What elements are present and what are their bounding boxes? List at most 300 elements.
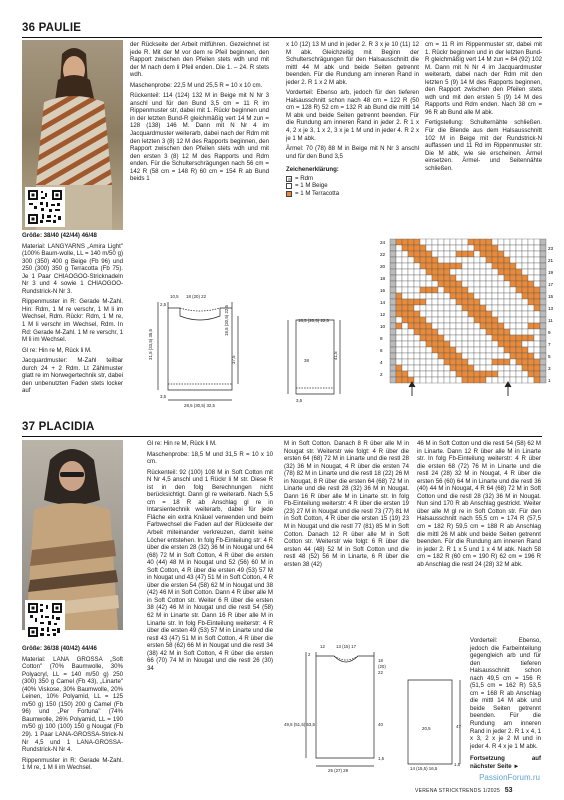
chart-cell — [510, 287, 516, 293]
chart-cell — [396, 347, 402, 353]
fortsetzung-link[interactable]: Fortsetzung auf nächster Seite ► — [470, 755, 541, 770]
chart-cell — [510, 341, 516, 347]
chart-cell — [408, 281, 414, 287]
chart-cell — [462, 365, 468, 371]
chart-cell — [462, 287, 468, 293]
chart-cell — [480, 335, 486, 341]
chart-cell — [450, 317, 456, 323]
page-number: 53 — [504, 787, 513, 794]
chart-cell — [486, 323, 492, 329]
chart-cell — [414, 287, 420, 293]
chart-cell — [450, 377, 456, 383]
chart-cell — [414, 281, 420, 287]
chart-cell — [462, 293, 468, 299]
chart-cell — [408, 257, 414, 263]
chart-cell — [462, 239, 468, 245]
chart-cell — [402, 299, 408, 305]
aermel-36: Ärmel: 70 (78) 88 M in Beige mit N Nr 3 anschl und für den Bund 3,5 — [286, 145, 419, 160]
chart-cell — [486, 293, 492, 299]
chart-cell — [420, 317, 426, 323]
chart-cell — [450, 305, 456, 311]
legend-beige — [286, 182, 419, 190]
schema-label: 1,5 — [378, 756, 385, 761]
chart-cell — [456, 245, 462, 251]
chart-cell — [408, 305, 414, 311]
chart-cell — [522, 269, 528, 275]
chart-cell — [468, 245, 474, 251]
chart-cell — [402, 335, 408, 341]
chart-cell — [486, 239, 492, 245]
chart-cell — [480, 347, 486, 353]
chart-cell — [462, 263, 468, 269]
chart-cell — [468, 293, 474, 299]
chart-cell — [426, 263, 432, 269]
chart-cell — [474, 377, 480, 383]
chart-cell — [462, 245, 468, 251]
chart-cell — [456, 299, 462, 305]
chart-cell — [396, 371, 402, 377]
chart-cell — [474, 239, 480, 245]
chart-cell — [528, 359, 534, 365]
section-title-37: 37 PLACIDIA — [22, 421, 95, 433]
chart-cell — [522, 245, 528, 251]
chart-cell — [396, 245, 402, 251]
material-36: Material: LANGYARNS „Amira Light" (100% Baum-wolle, LL = 140 m/50 g) 300 (350) 400 g Beige (Fb 96) und 250 (300) 350 g Terracotta (Fb 75). Je 1 Paar CHIAOGOO-Stricknadeln Nr 3 und 4 sowie 1 CHIAOGOO-Rundstrick-N Nr 3. — [22, 242, 123, 295]
chart-cell — [462, 371, 468, 377]
chart-cell — [450, 269, 456, 275]
chart-cell — [444, 251, 450, 257]
schema-label: 18 — [378, 658, 383, 663]
chart-cell — [504, 269, 510, 275]
fertigstellung-36: Fertigstellung: Schulternähte schließen. Für die Blende aus dem Halsausschnitt 102 M in Beige mit der Rundstrick-N auffassen und 11 Rd im Rippenmuster str. Die M abk, wie sie erscheinen. Ärmel einsetzen. Ärmel- und Seitennähte schließen. — [425, 119, 542, 172]
chart-cell — [540, 317, 546, 323]
chart-cell — [522, 371, 528, 377]
chart-cell — [462, 257, 468, 263]
chart-cell — [504, 263, 510, 269]
chart-cell — [468, 341, 474, 347]
legend-label-terracotta: = 1 M Terracotta — [295, 189, 340, 197]
chart-cell — [414, 275, 420, 281]
chart-cell — [540, 293, 546, 299]
chart-cell — [486, 329, 492, 335]
chart-cell — [390, 377, 396, 383]
chart-cell — [486, 353, 492, 359]
chart-cell — [516, 305, 522, 311]
chart-cell — [540, 335, 546, 341]
chart-cell — [540, 281, 546, 287]
chart-row-number: 4 — [380, 360, 383, 365]
chart-cell — [468, 287, 474, 293]
chart-row-number: 6 — [380, 348, 383, 353]
chart-cell — [516, 263, 522, 269]
chart-cell — [396, 317, 402, 323]
chart-cell — [408, 239, 414, 245]
chart-cell — [528, 377, 534, 383]
chart-cell — [462, 323, 468, 329]
terracotta-stitch-icon — [286, 191, 292, 197]
chart-cell — [528, 329, 534, 335]
chart-cell — [498, 335, 504, 341]
chart-cell — [522, 359, 528, 365]
chart-cell — [450, 275, 456, 281]
chart-cell — [420, 281, 426, 287]
chart-cell — [528, 287, 534, 293]
chart-cell — [438, 353, 444, 359]
chart-cell — [438, 263, 444, 269]
chart-cell — [456, 293, 462, 299]
chart-cell — [408, 335, 414, 341]
chart-cell — [522, 365, 528, 371]
chart-cell — [498, 275, 504, 281]
chart-cell — [540, 371, 546, 377]
chart-cell — [456, 347, 462, 353]
chart-cell — [438, 239, 444, 245]
chart-cell — [492, 251, 498, 257]
chart-cell — [480, 305, 486, 311]
chart-cell — [396, 269, 402, 275]
chart-cell — [402, 371, 408, 377]
chart-cell — [522, 281, 528, 287]
chart-cell — [498, 269, 504, 275]
schema-label: 3,5 — [296, 398, 303, 403]
chart-cell — [498, 287, 504, 293]
chart-cell — [528, 353, 534, 359]
chart-cell — [486, 377, 492, 383]
chart-cell — [456, 341, 462, 347]
chart-row-number: 24 — [380, 240, 386, 245]
chart-cell — [498, 347, 504, 353]
chart-cell — [492, 239, 498, 245]
legend-label-rdm: = Rdm — [295, 174, 314, 182]
chart-cell — [474, 287, 480, 293]
chart-cell — [462, 335, 468, 341]
chart-cell — [474, 365, 480, 371]
chart-cell — [510, 281, 516, 287]
chart-cell — [468, 323, 474, 329]
chart-cell — [516, 245, 522, 251]
chart-cell — [450, 287, 456, 293]
chart-cell — [426, 287, 432, 293]
chart-cell — [474, 323, 480, 329]
chart-cell — [420, 275, 426, 281]
glatt-rechts-36: Gl re: Hin re M, Rück li M. — [22, 346, 92, 354]
chart-cell — [432, 305, 438, 311]
chart-cell — [534, 263, 540, 269]
chart-cell — [450, 365, 456, 371]
chart-cell — [426, 305, 432, 311]
chart-row-number: 2 — [380, 372, 383, 377]
chart-cell — [456, 323, 462, 329]
chart-cell — [486, 359, 492, 365]
chart-cell — [522, 275, 528, 281]
watermark: PassionForum.ru — [479, 773, 540, 782]
chart-cell — [498, 377, 504, 383]
chart-cell — [438, 341, 444, 347]
chart-cell — [468, 239, 474, 245]
chart-cell — [438, 275, 444, 281]
chart-cell — [492, 377, 498, 383]
chart-cell — [414, 299, 420, 305]
chart-cell — [432, 371, 438, 377]
chart-cell — [462, 353, 468, 359]
chart-cell — [390, 275, 396, 281]
chart-cell — [432, 269, 438, 275]
chart-cell — [408, 353, 414, 359]
schema-label: 25 (27) 29 — [328, 768, 349, 773]
chart-cell — [516, 293, 522, 299]
chart-cell — [462, 377, 468, 383]
chart-cell — [468, 257, 474, 263]
chart-cell — [492, 323, 498, 329]
chart-cell — [432, 299, 438, 305]
chart-cell — [534, 371, 540, 377]
vorderteil-37: Vorderteil: Ebenso, jedoch die Farbeinteilung gegengleich arb und für den tieferen Halsausschnitt schon nach 49,5 cm = 156 R (51,5 cm = 162 R) 53,5 cm = 168 R ab Anschlag die mittl 14 M abk und beide Seiten getrennt beenden. Für die Rundung am inneren Rand in jeder 2. R 1 x 4, 1 x 3, 2 x je 2 M und in jeder 4. R 4 x je 1 M abk. — [470, 637, 541, 750]
chart-cell — [420, 269, 426, 275]
chart-cell — [438, 347, 444, 353]
chart-cell — [504, 329, 510, 335]
chart-cell — [492, 329, 498, 335]
chart-cell — [468, 335, 474, 341]
chart-cell — [480, 281, 486, 287]
chart-cell — [522, 299, 528, 305]
rueckenteil-cont-37: M in Soft Cotton. Danach 8 R über alle M in Nougat str. Weiterstr wie folgt: 4 R über die ersten 64 (68) 72 M in Linarte und die restl 28 (32) 36 M in Nougat, 4 R über die ersten 74 (78) 82 M in Linarte und die restl 18 (22) 26 M in Nougat, 8 R über die ersten 64 (68) 72 M in Linarte und die restl 28 (32) 36 M in Nougat. Dann 16 R über alle M in Linarte str. In folg Fb-Einteilung weiterstr: 4 R über die ersten 19 (23) 27 M in Nougat und die restl 73 (77) 81 M in Soft Cotton, 4 R über die ersten 15 (19) 23 M in Nougat und die restl 77 (81) 85 M in Soft Cotton. Danach 12 R über alle M in Soft Cotton str. Weiterstr wie folgt: 6 R über die ersten 44 (48) 52 M in Soft Cotton und die restl 48 (52) 56 M in Linarte, 6 R über die ersten 38 (42) — [284, 440, 409, 568]
chart-cell — [504, 281, 510, 287]
chart-cell — [390, 299, 396, 305]
chart-cell — [480, 263, 486, 269]
chart-cell — [450, 359, 456, 365]
chart-cell — [414, 371, 420, 377]
chart-cell — [444, 323, 450, 329]
chart-cell — [444, 353, 450, 359]
chart-cell — [420, 299, 426, 305]
chart-cell — [492, 347, 498, 353]
chart-cell — [402, 293, 408, 299]
chart-cell — [522, 353, 528, 359]
chart-row-number: 22 — [380, 252, 386, 257]
chart-row-number: 19 — [548, 270, 554, 275]
chart-row-number: 7 — [548, 342, 551, 347]
chart-cell — [444, 371, 450, 377]
chart-cell — [540, 263, 546, 269]
chart-cell — [432, 377, 438, 383]
chart-cell — [480, 329, 486, 335]
chart-cell — [426, 257, 432, 263]
chart-cell — [468, 359, 474, 365]
schema-label: 37,5 — [231, 355, 236, 364]
chart-cell — [492, 359, 498, 365]
chart-cell — [534, 377, 540, 383]
chart-cell — [414, 377, 420, 383]
chart-cell — [498, 245, 504, 251]
chart-cell — [408, 299, 414, 305]
chart-cell — [450, 347, 456, 353]
legend-terracotta — [286, 190, 419, 198]
text-column-37-1 — [22, 645, 123, 773]
chart-cell — [402, 317, 408, 323]
chart-cell — [390, 293, 396, 299]
chart-cell — [498, 293, 504, 299]
glatt-rechts-37: Gl re: Hin re M, Rück li M. — [147, 440, 217, 447]
chart-cell — [450, 329, 456, 335]
chart-cell — [516, 377, 522, 383]
chart-cell — [474, 335, 480, 341]
chart-cell — [414, 245, 420, 251]
chart-cell — [528, 239, 534, 245]
chart-cell — [426, 269, 432, 275]
chart-cell — [390, 371, 396, 377]
aermel-cont-36: cm = 11 R im Rippenmuster str, dabei mit 1. Rückr beginnen und in der letzten Bund-R gleichmäßig vert 14 M zun = 84 (92) 102 M. Dann mit N Nr 4 im Jacquardmuster weiterarb, dabei nach der Rdm mit den letzten 5 (9) 14 M des Rapports beginnen, den Rapport zwischen den Pfeilen stets wdh und mit den ersten 5 (9) 14 M des Rapports und Rdm enden. Nach 38 cm = 96 R ab Bund alle M abk. — [425, 41, 542, 116]
chart-cell — [390, 311, 396, 317]
chart-cell — [462, 317, 468, 323]
chart-cell — [528, 305, 534, 311]
chart-cell — [456, 305, 462, 311]
chart-cell — [528, 257, 534, 263]
schema-label: 18,5 (20,5) 22,5 — [224, 304, 229, 336]
chart-row-number: 12 — [380, 312, 386, 317]
chart-cell — [414, 353, 420, 359]
qr-code-37[interactable] — [25, 600, 65, 640]
chart-cell — [510, 263, 516, 269]
chart-cell — [408, 359, 414, 365]
chart-cell — [390, 335, 396, 341]
chart-cell — [444, 305, 450, 311]
chart-cell — [468, 317, 474, 323]
chart-cell — [522, 323, 528, 329]
chart-cell — [516, 365, 522, 371]
schematic-36 — [128, 280, 336, 416]
chart-cell — [462, 359, 468, 365]
chart-cell — [486, 335, 492, 341]
chart-cell — [414, 269, 420, 275]
chart-cell — [510, 239, 516, 245]
chart-cell — [450, 323, 456, 329]
chart-cell — [396, 305, 402, 311]
qr-code-36[interactable] — [25, 187, 65, 227]
chart-cell — [426, 281, 432, 287]
chart-cell — [420, 365, 426, 371]
chart-cell — [420, 359, 426, 365]
chart-cell — [414, 359, 420, 365]
chart-cell — [480, 317, 486, 323]
chart-cell — [426, 365, 432, 371]
chart-cell — [480, 371, 486, 377]
chart-cell — [486, 269, 492, 275]
chart-cell — [450, 371, 456, 377]
chart-cell — [426, 341, 432, 347]
chart-cell — [528, 365, 534, 371]
chart-cell — [504, 239, 510, 245]
chart-cell — [540, 269, 546, 275]
chart-cell — [540, 257, 546, 263]
schema-label: 49,5 (51,5) 53,5 — [284, 722, 316, 727]
chart-cell — [534, 275, 540, 281]
chart-cell — [492, 365, 498, 371]
chart-cell — [486, 317, 492, 323]
chart-cell — [414, 365, 420, 371]
schema-label: 2 — [308, 652, 311, 657]
chart-cell — [426, 311, 432, 317]
chart-cell — [498, 299, 504, 305]
chart-cell — [540, 287, 546, 293]
rueckenteil-37: Rückenteil: 92 (100) 108 M in Soft Cotton mit N Nr 4,5 anschl und 1 Rückr li M str. Diese R ist in den folg Berechnungen nicht berücksichtigt. Dann gl re weiterarb. Nach 5,5 cm = 18 R ab Anschlag gl re in Intarsientechnik weiterarb, dabei für jede Fläche ein extra Knäuel verwenden und beim Farbwechsel die Faden auf der Rückseite der Arbeit miteinander verkreuzen, damit keine Löcher entstehen. In folg Fb-Einteilung str: 4 R über die ersten 28 (32) 36 M in Nougat und 64 (68) 72 M in Soft Cotton, 4 R über die ersten 40 (44) 48 M in Nougat und 52 (56) 60 M in Soft Cotton, 4 R über die ersten 49 (53) 57 M in Nougat und 43 (47) 51 M in Soft Cotton, 4 R über die ersten 54 (58) 62 M in Nougat und 38 (42) 46 M in Soft Cotton. Dann 4 R über alle M in Soft Cotton str. Weiter 6 R über die ersten 38 (42) 46 M in Nougat und die restl 54 (58) 62 M in Linarte str. Dann 16 R über alle M in Linarte str. In folg Fb-Einteilung weiterstr: 4 R über die ersten 49 (53) 57 M in Linarte und die restl 43 (47) 51 M in Soft Cotton, 4 R über die ersten 58 (62) 66 M in Nougat und die restl 34 (38) 42 M in Soft Cotton, 4 R über die ersten 66 (70) 74 M in Nougat und die restl 26 (30) 34 — [147, 468, 274, 672]
chart-cell — [420, 377, 426, 383]
chart-cell — [534, 311, 540, 317]
chart-cell — [408, 263, 414, 269]
chart-cell — [528, 281, 534, 287]
chart-cell — [498, 359, 504, 365]
chart-cell — [408, 329, 414, 335]
chart-cell — [390, 251, 396, 257]
chart-cell — [534, 347, 540, 353]
schematic-37 — [282, 640, 466, 772]
chart-cell — [450, 311, 456, 317]
chart-cell — [432, 287, 438, 293]
chart-cell — [492, 299, 498, 305]
chart-cell — [540, 353, 546, 359]
chart-row-number: 3 — [548, 366, 551, 371]
chart-cell — [408, 317, 414, 323]
chart-cell — [516, 287, 522, 293]
chart-cell — [414, 347, 420, 353]
chart-cell — [504, 347, 510, 353]
chart-cell — [516, 299, 522, 305]
chart-cell — [456, 371, 462, 377]
chart-cell — [504, 293, 510, 299]
chart-cell — [444, 365, 450, 371]
chart-cell — [438, 377, 444, 383]
rueckenteil-cont-36: x 10 (12) 13 M und in jeder 2. R 3 x je 10 (11) 12 M abk. Gleichzeitig mit Beginn der Schulterschrägungen für den Halsausschnitt die mittl 44 M abk und beide Seiten getrennt beenden. Für die Rundung am inneren Rand in jeder 2. R 1 x 2 M abk. — [286, 41, 419, 86]
schema-label: 13 (15) 17 — [336, 644, 357, 649]
chart-cell — [396, 263, 402, 269]
chart-row-number: 20 — [380, 264, 386, 269]
chart-cell — [438, 305, 444, 311]
chart-cell — [402, 359, 408, 365]
chart-cell — [414, 311, 420, 317]
schema-label: 14 (15,5) 16,5 — [410, 766, 438, 771]
chart-cell — [516, 269, 522, 275]
text-column-37-2 — [147, 440, 273, 673]
chart-cell — [438, 299, 444, 305]
chart-cell — [522, 263, 528, 269]
chart-cell — [390, 287, 396, 293]
jacquard-36: Jacquardmuster: M-Zahl teilbar durch 24 + 2 Rdm. Lt Zählmuster glatt re im Norwegertechnik str, dabei den unbenutzten Faden stets locker auf — [22, 357, 123, 395]
chart-cell — [492, 305, 498, 311]
chart-cell — [408, 293, 414, 299]
rueckenteil-cont2-37: 46 M in Soft Cotton und die restl 54 (58) 62 M in Linarte. Dann 12 R über alle M in Linarte str. In folg Fb-Einteilung weiterstr: 4 R über die ersten 68 (72) 76 M in Linarte und die restl 24 (28) 32 M in Nougat, 4 R über die ersten 56 (60) 64 M in Linarte und die restl 36 (40) 44 M in Nougat, 4 R 64 (68) 72 M in Soft Cotton und die restl 28 (32) 36 M in Nougat. Nun sind 170 R ab Anschlag gestrickt. Weiter über alle M gl re in Soft Cotton str. Für den Halsausschnitt nach 55,5 cm = 174 R (57,5 cm = 182 R) 59,5 cm = 188 R ab Anschlag die mittl 26 M abk und beide Seiten getrennt beenden. Für die Rundung am inneren Rand in jeder 2. R 1 x 5 und 1 x 4 M abk. Nach 58 cm = 182 R (60 cm = 190 R) 62 cm = 196 R ab Anschlag die restl 24 (28) 32 M abk. — [417, 440, 541, 568]
chart-cell — [528, 317, 534, 323]
chart-cell — [456, 251, 462, 257]
chart-cell — [456, 275, 462, 281]
chart-cell — [522, 377, 528, 383]
chart-cell — [444, 281, 450, 287]
chart-cell — [420, 263, 426, 269]
chart-cell — [504, 353, 510, 359]
chart-cell — [492, 263, 498, 269]
schema-label: 20,5 — [422, 726, 431, 731]
chart-row-number: 18 — [380, 276, 386, 281]
chart-cell — [408, 269, 414, 275]
chart-row-number: 14 — [380, 300, 386, 305]
chart-cell — [540, 251, 546, 257]
chart-cell — [480, 245, 486, 251]
section-rule — [22, 37, 542, 38]
chart-cell — [456, 257, 462, 263]
chart-cell — [504, 275, 510, 281]
chart-cell — [444, 263, 450, 269]
chart-cell — [432, 359, 438, 365]
chart-cell — [474, 245, 480, 251]
chart-cell — [480, 353, 486, 359]
